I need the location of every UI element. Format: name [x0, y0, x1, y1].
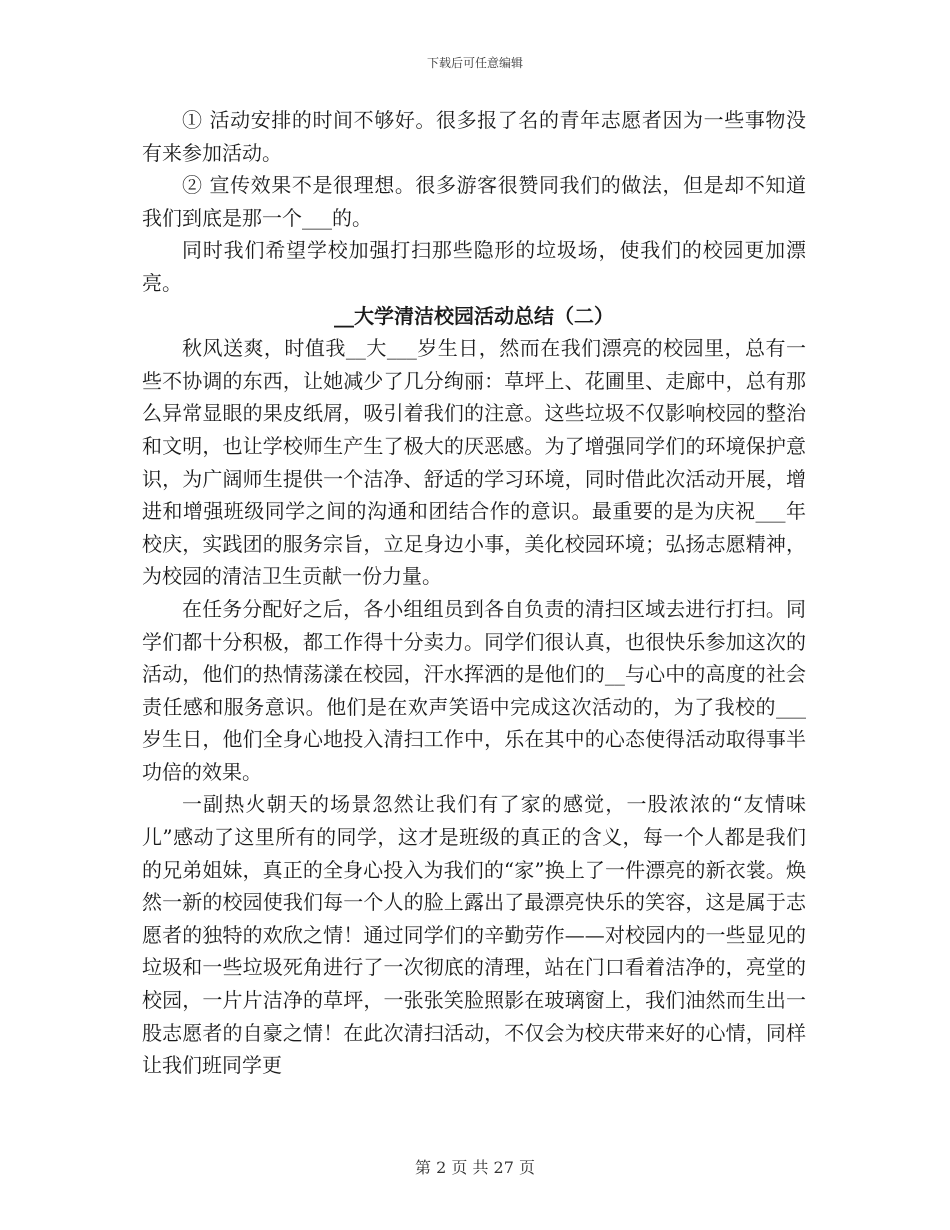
page-header: 下载后可任意编辑 [426, 56, 523, 70]
paragraph-1: ① 活动安排的时间不够好。很多报了名的青年志愿者因为一些事物没有来参加活动。 [142, 108, 806, 165]
page-footer: 第 2 页 共 27 页 [415, 1158, 535, 1177]
paragraph-6: 一副热火朝天的场景忽然让我们有了家的感觉，一股浓浓的“友情味儿”感动了这里所有的同学，这才是班级的真正的含义，每一个人都是我们的兄弟姐妹，真正的全身心投入为我们的“家”换上了一件漂亮的新衣裳。焕然一新的校园使我们每一个人的脸上露出了最漂亮快乐的笑容，这是属于志愿者的独特的欢欣之情！通过同学们的辛勤劳作——对校园内的一些显见的垃圾和一些垃圾死角进行了一次彻底的清理，站在门口看着洁净的，亮堂的校园，一片片洁净的草坪，一张张笑脸照影在玻璃窗上，我们油然而生出一股志愿者的自豪之情！在此次清扫活动，不仅会为校庆带来好的心情，同样让我们班同学更 [142, 792, 806, 1078]
paragraph-2: ② 宣传效果不是很理想。很多游客很赞同我们的做法，但是却不知道我们到底是那一个___的。 [142, 173, 806, 230]
document-body [142, 104, 806, 1082]
section-heading: __大学清洁校园活动总结（二） [334, 303, 614, 328]
paragraph-4: 秋风送爽，时值我__大___岁生日，然而在我们漂亮的校园里，总有一些不协调的东西，让她减少了几分绚丽：草坪上、花圃里、走廊中，总有那么异常显眼的果皮纸屑，吸引着我们的注意。这些垃圾不仅影响校园的整治和文明，也让学校师生产生了极大的厌恶感。为了增强同学们的环境保护意识，为广阔师生提供一个洁净、舒适的学习环境，同时借此次活动开展，增进和增强班级同学之间的沟通和团结合作的意识。最重要的是为庆祝___年校庆，实践团的服务宗旨，立足身边小事，美化校园环境；弘扬志愿精神，为校园的清洁卫生贡献一份力量。 [142, 336, 806, 589]
paragraph-3: 同时我们希望学校加强打扫那些隐形的垃圾场，使我们的校园更加漂亮。 [142, 238, 806, 295]
paragraph-5: 在任务分配好之后，各小组组员到各自负责的清扫区域去进行打扫。同学们都十分积极，都工作得十分卖力。同学们很认真，也很快乐参加这次的活动，他们的热情荡漾在校园，汗水挥洒的是他们的__与心中的高度的社会责任感和服务意识。他们是在欢声笑语中完成这次活动的，为了我校的___岁生日，他们全身心地投入清扫工作中，乐在其中的心态使得活动取得事半功倍的效果。 [142, 596, 806, 784]
